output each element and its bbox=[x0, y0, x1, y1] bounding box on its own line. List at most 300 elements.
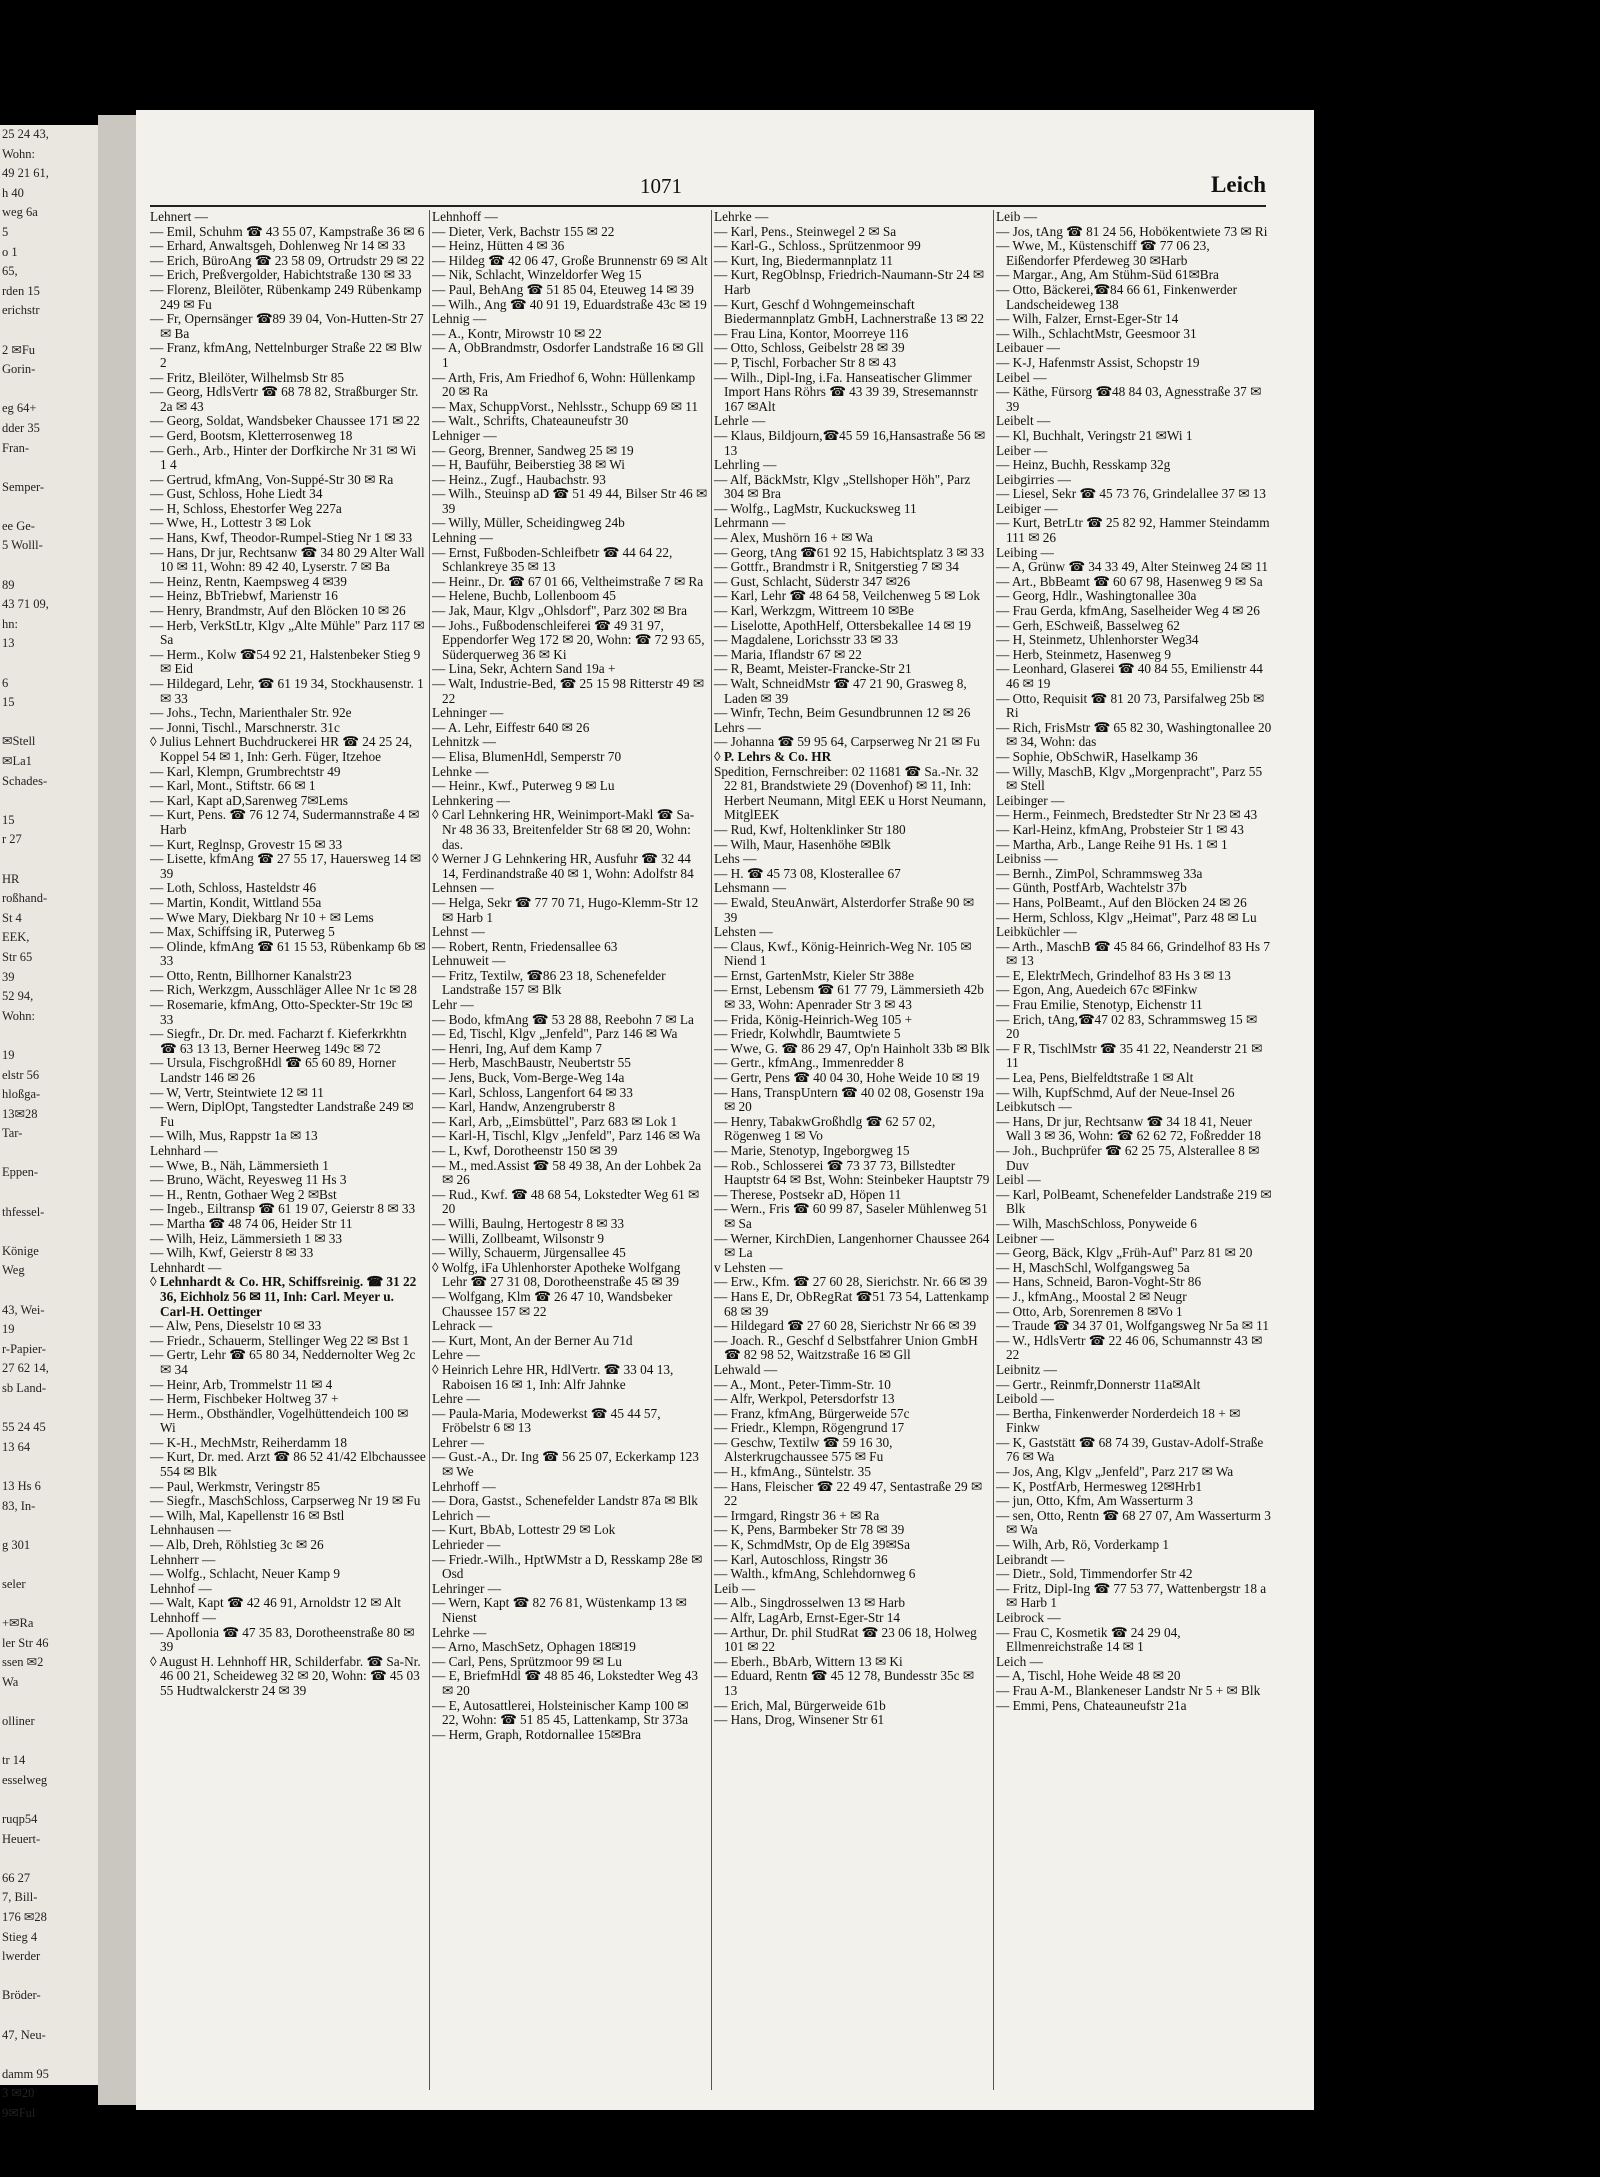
directory-entry: — Lina, Sekr, Achtern Sand 19a + bbox=[432, 661, 616, 677]
directory-entry: — Heinr., Dr. ☎ 67 01 66, Veltheimstraße 7 ✉ Ra bbox=[432, 573, 704, 589]
column-2 bbox=[432, 210, 708, 2090]
facing-page-text: 39 bbox=[2, 969, 15, 984]
directory-entry: — Willy, Schauerm, Jürgensallee 45 bbox=[432, 1245, 626, 1261]
directory-entry: — Nik, Schlacht, Winzeldorfer Weg 15 bbox=[432, 267, 642, 283]
facing-page-text: 83, In- bbox=[2, 1498, 36, 1513]
directory-entry: — Johs., Fußbodenschleiferei ☎ 49 31 97, Eppendorfer Weg 172 ✉ 20, Wohn: ☎ 72 93 65, Süderquerweg 36 ✉ Ki bbox=[432, 617, 705, 662]
directory-entry: — Dieter, Verk, Bachstr 155 ✉ 22 bbox=[432, 223, 615, 239]
facing-page-text bbox=[0, 1516, 98, 1536]
directory-entry: — Alb., Singdrosselwen 13 ✉ Harb bbox=[714, 1595, 906, 1611]
column-3 bbox=[714, 210, 990, 2090]
facing-page-text: Eppen- bbox=[2, 1165, 39, 1180]
directory-entry: — Rich, FrisMstr ☎ 65 82 30, Washingtonallee 20 ✉ 34, Wohn: das bbox=[996, 719, 1272, 750]
directory-entry: — Herm., Obsthändler, Vogelhüttendeich 100 ✉ Wi bbox=[150, 1405, 409, 1436]
directory-entry: — Ewald, SteuAnwärt, Alsterdorfer Straße 90 ✉ 39 bbox=[714, 894, 975, 925]
directory-entry: — Frida, König-Heinrich-Weg 105 + bbox=[714, 1011, 913, 1027]
directory-entry: — A., Mont., Peter-Timm-Str. 10 bbox=[714, 1376, 891, 1392]
facing-page-text: eg 64+ bbox=[2, 401, 37, 416]
directory-entry: Lehniger — bbox=[432, 427, 497, 443]
directory-entry: Lehre — bbox=[432, 1391, 480, 1407]
directory-entry: — Siegfr., MaschSchloss, Carpserweg Nr 19 ✉ Fu bbox=[150, 1493, 421, 1509]
directory-entry: — Loth, Schloss, Hasteldstr 46 bbox=[150, 880, 317, 896]
directory-entry: — Friedr.-Wilh., HptWMstr a D, Resskamp 28e ✉ Osd bbox=[432, 1551, 703, 1582]
facing-page-text: Wohn: bbox=[2, 1008, 36, 1023]
facing-page-text: o 1 bbox=[2, 244, 18, 259]
directory-entry: — Wilh, KupfSchmd, Auf der Neue-Insel 26 bbox=[996, 1084, 1235, 1100]
directory-entry: — Karl, Lehr ☎ 48 64 58, Veilchenweg 5 ✉ Lok bbox=[714, 588, 981, 604]
directory-entry: — Martha, Arb., Lange Reihe 91 Hs. 1 ✉ 1 bbox=[996, 836, 1228, 852]
directory-entry: ◊ P. Lehrs & Co. HR bbox=[714, 748, 832, 764]
directory-entry: — Joh., Buchprüfer ☎ 62 25 75, Alsterallee 8 ✉ Duv bbox=[996, 1143, 1260, 1173]
facing-page-text: 7, Bill- bbox=[2, 1890, 38, 1905]
directory-entry: — Alw, Pens, Dieselstr 10 ✉ 33 bbox=[150, 1318, 322, 1334]
directory-entry: — Wwe, H., Lottestr 3 ✉ Lok bbox=[150, 515, 312, 531]
directory-entry: — Erhard, Anwaltsgeh, Dohlenweg Nr 14 ✉ 33 bbox=[150, 238, 406, 254]
facing-page-text: ✉La1 bbox=[2, 754, 32, 768]
directory-entry: Leib — bbox=[714, 1580, 755, 1596]
directory-entry: — Wilh, Falzer, Ernst-Eger-Str 14 bbox=[996, 311, 1179, 327]
directory-entry: — Gertrud, kfmAng, Von-Suppé-Str 30 ✉ Ra bbox=[150, 471, 394, 487]
directory-entry: Leibner — bbox=[996, 1230, 1054, 1246]
directory-entry: — Walt, Industrie-Bed, ☎ 25 15 98 Ritterstr 49 ✉ 22 bbox=[432, 676, 704, 706]
facing-page-text: ✉Stell bbox=[2, 734, 36, 749]
facing-page-text: St 4 bbox=[2, 910, 22, 925]
facing-page-text bbox=[0, 1399, 98, 1419]
directory-entry: Lehnsen — bbox=[432, 880, 494, 896]
directory-entry: — Willy, MaschB, Klgv „Morgenpracht", Parz 55 ✉ Stell bbox=[996, 763, 1263, 794]
directory-entry: Lehnhard — bbox=[150, 1143, 218, 1158]
directory-entry: — Karl, Mont., Stiftstr. 66 ✉ 1 bbox=[150, 778, 316, 794]
facing-page-text: 3 ✉20 bbox=[2, 2086, 35, 2101]
directory-entry: — Karl, Klempn, Grumbrechtstr 49 bbox=[150, 763, 341, 779]
directory-entry: — Carl, Pens, Sprützmoor 99 ✉ Lu bbox=[432, 1653, 622, 1669]
directory-entry: — Magdalene, Lorichsstr 33 ✉ 33 bbox=[714, 632, 898, 648]
directory-page bbox=[136, 110, 1314, 2110]
facing-page-text bbox=[0, 2006, 98, 2026]
facing-page-text bbox=[0, 1849, 98, 1869]
directory-entry: — Emil, Schuhm ☎ 43 55 07, Kampstraße 36 ✉ 6 bbox=[150, 223, 425, 239]
column-divider bbox=[429, 210, 430, 2090]
facing-page-text bbox=[0, 1281, 98, 1301]
directory-entry: — Fritz, Dipl-Ing ☎ 77 53 77, Wattenbergstr 18 a ✉ Harb 1 bbox=[996, 1580, 1267, 1611]
directory-entry: Leibel — bbox=[996, 369, 1047, 385]
facing-page-text: Fran- bbox=[2, 440, 30, 455]
directory-entry: — Hans E, Dr, ObRegRat ☎51 73 54, Lattenkamp 68 ✉ 39 bbox=[714, 1288, 989, 1319]
directory-entry: Lehrack — bbox=[432, 1318, 493, 1334]
directory-entry: — F R, TischlMstr ☎ 35 41 22, Neanderstr 21 ✉ 11 bbox=[996, 1040, 1263, 1071]
facing-page-text bbox=[0, 791, 98, 811]
directory-entry: ◊ Heinrich Lehre HR, HdlVertr. ☎ 33 04 13, Raboisen 16 ✉ 1, Inh: Alfr Jahnke bbox=[432, 1361, 674, 1392]
facing-page-text: +✉Ra bbox=[2, 1616, 34, 1631]
directory-entry: — Kurt, Ing, Biedermannplatz 11 bbox=[714, 252, 893, 268]
directory-entry: — Arth., MaschB ☎ 45 84 66, Grindelhof 83 Hs 7 ✉ 13 bbox=[996, 938, 1270, 969]
directory-entry: — Jens, Buck, Vom-Berge-Weg 14a bbox=[432, 1070, 625, 1086]
directory-entry: — Günth, PostfArb, Wachtelstr 37b bbox=[996, 880, 1187, 896]
directory-entry: — Arthur, Dr. phil StudRat ☎ 23 06 18, Holweg 101 ✉ 22 bbox=[714, 1624, 977, 1655]
directory-entry: — Wolfgang, Klm ☎ 26 47 10, Wandsbeker Chaussee 157 ✉ 22 bbox=[432, 1288, 673, 1319]
directory-entry: — Irmgard, Ringstr 36 + ✉ Ra bbox=[714, 1507, 880, 1523]
directory-entry: — Walt., Schrifts, Chateauneufstr 30 bbox=[432, 413, 629, 429]
facing-page-text: hn: bbox=[2, 616, 18, 631]
directory-entry: — Erich, Mal, Bürgerweide 61b bbox=[714, 1697, 886, 1713]
directory-entry: — Georg, HdlsVertr ☎ 68 78 82, Straßburger Str. 2a ✉ 43 bbox=[150, 384, 419, 414]
directory-entry: Lehrieder — bbox=[432, 1537, 501, 1553]
directory-entry: Lehnitzk — bbox=[432, 734, 496, 750]
directory-entry: — Franz, kfmAng, Bürgerweide 57c bbox=[714, 1405, 910, 1421]
facing-page-text: 9✉Ful bbox=[2, 2105, 36, 2120]
facing-page-text: damm 95 bbox=[2, 2066, 49, 2081]
directory-entry: — Erich, BüroAng ☎ 23 58 09, Ortrudstr 29 ✉ 22 bbox=[150, 252, 425, 268]
directory-entry: — E, BriefmHdl ☎ 48 85 46, Lokstedter Weg 43 ✉ 20 bbox=[432, 1668, 699, 1698]
directory-entry: — Kl, Buchhalt, Veringstr 21 ✉Wi 1 bbox=[996, 427, 1193, 443]
directory-entry: — Hans, Kwf, Theodor-Rumpel-Stieg Nr 1 ✉ 33 bbox=[150, 530, 413, 546]
directory-entry: — Gottfr., Brandmstr i R, Snitgerstieg 7 ✉ 34 bbox=[714, 559, 959, 575]
directory-entry: Lehsmann — bbox=[714, 880, 787, 896]
directory-entry: ◊ Carl Lehnkering HR, Weinimport-Makl ☎ Sa-Nr 48 36 33, Breitenfelder Str 68 ✉ 20, Wohn: das. bbox=[432, 807, 695, 852]
directory-entry: — Geschw, Textilw ☎ 59 16 30, Alsterkrugchaussee 575 ✉ Fu bbox=[714, 1434, 893, 1465]
facing-page-text: h 40 bbox=[2, 185, 24, 200]
directory-entry: — Wilh, Kwf, Geierstr 8 ✉ 33 bbox=[150, 1245, 314, 1261]
directory-entry: — Henry, TabakwGroßhdlg ☎ 62 57 02, Rögenweg 1 ✉ Vo bbox=[714, 1113, 936, 1144]
directory-entry: — Kurt, BetrLtr ☎ 25 82 92, Hammer Steindamm 111 ✉ 26 bbox=[996, 515, 1270, 546]
directory-entry: Lehsten — bbox=[714, 924, 773, 940]
directory-entry: Lehrmann — bbox=[714, 515, 786, 531]
directory-entry: — Erw., Kfm. ☎ 27 60 28, Sierichstr. Nr. 66 ✉ 39 bbox=[714, 1274, 988, 1290]
directory-entry: — Heinz, Buchh, Resskamp 32g bbox=[996, 457, 1171, 473]
directory-entry: — Wilh, Maur, Hasenhöhe ✉Blk bbox=[714, 836, 891, 852]
directory-entry: — Johs., Techn, Marienthaler Str. 92e bbox=[150, 705, 352, 721]
directory-entry: — Eberh., BbArb, Wittern 13 ✉ Ki bbox=[714, 1653, 903, 1669]
facing-page-text: 27 62 14, bbox=[2, 1361, 49, 1376]
directory-entry: — Herb, MaschBaustr, Neubertstr 55 bbox=[432, 1055, 631, 1071]
directory-entry: — H, MaschSchl, Wolfgangsweg 5a bbox=[996, 1259, 1190, 1275]
facing-page-text: thfessel- bbox=[2, 1204, 45, 1219]
directory-entry: — Gust.-A., Dr. Ing ☎ 56 25 07, Eckerkamp 123 ✉ We bbox=[432, 1449, 699, 1480]
directory-entry: — Hans, Schneid, Baron-Voght-Str 86 bbox=[996, 1274, 1202, 1290]
directory-entry: — Herm, Schloss, Klgv „Heimat", Parz 48 ✉ Lu bbox=[996, 909, 1257, 925]
directory-entry: — A, ObBrandmstr, Osdorfer Landstraße 16 ✉ Gll 1 bbox=[432, 340, 704, 370]
directory-entry: — Bruno, Wächt, Reyesweg 11 Hs 3 bbox=[150, 1172, 347, 1188]
directory-entry: Leich — bbox=[996, 1653, 1043, 1669]
directory-entry: — Egon, Ang, Auedeich 67c ✉Finkw bbox=[996, 982, 1198, 998]
directory-entry: — Arno, MaschSetz, Ophagen 18✉19 bbox=[432, 1639, 636, 1655]
facing-page-text bbox=[0, 1026, 98, 1046]
facing-page-text: 49 21 61, bbox=[2, 166, 49, 181]
directory-entry: — Herm, Fischbeker Holtweg 37 + bbox=[150, 1391, 339, 1407]
directory-entry: — Gerh, ESchweiß, Basselweg 62 bbox=[996, 617, 1180, 633]
directory-entry: — Claus, Kwf., König-Heinrich-Weg Nr. 105 ✉ Niend 1 bbox=[714, 938, 972, 969]
directory-entry: — Herb, Steinmetz, Hasenweg 9 bbox=[996, 646, 1172, 662]
directory-entry: — Eduard, Rentn ☎ 45 12 78, Bundesstr 35c ✉ 13 bbox=[714, 1668, 975, 1698]
facing-page-text: 13 bbox=[2, 636, 15, 651]
facing-page-text: seler bbox=[2, 1576, 26, 1591]
directory-entry: — K-H., MechMstr, Reiherdamm 18 bbox=[150, 1434, 348, 1450]
facing-page-text: 2 ✉Fu bbox=[2, 342, 36, 357]
directory-entry: — Gertr, Lehr ☎ 65 80 34, Neddernolter Weg 2c ✉ 34 bbox=[150, 1347, 416, 1377]
facing-page-text: g 301 bbox=[2, 1537, 31, 1552]
directory-entry: Lehnhardt — bbox=[150, 1259, 222, 1275]
directory-entry: Leiber — bbox=[996, 442, 1048, 458]
directory-entry: — Kurt, Geschf d Wohngemeinschaft Biedermannplatz GmbH, Lachnerstraße 13 ✉ 22 bbox=[714, 296, 985, 327]
directory-entry: Lehnst — bbox=[432, 924, 485, 940]
facing-page-text: 13✉28 bbox=[2, 1106, 38, 1121]
directory-entry: — J., kfmAng., Moostal 2 ✉ Neugr bbox=[996, 1288, 1187, 1304]
directory-entry: — Hans, Drog, Winsener Str 61 bbox=[714, 1712, 885, 1728]
directory-entry: Leibiger — bbox=[996, 500, 1058, 516]
facing-page-text: ssen ✉2 bbox=[2, 1655, 44, 1670]
directory-entry: — Heinz, BbTriebwf, Marienstr 16 bbox=[150, 588, 338, 604]
facing-page-text bbox=[0, 458, 98, 478]
facing-page-text: Heuert- bbox=[2, 1831, 41, 1846]
directory-entry: — R, Beamt, Meister-Francke-Str 21 bbox=[714, 661, 912, 677]
directory-entry: — W., HdlsVertr ☎ 22 46 06, Schumannstr 43 ✉ 22 bbox=[996, 1332, 1263, 1363]
facing-page-text bbox=[0, 1693, 98, 1713]
directory-entry: Leibgirries — bbox=[996, 471, 1071, 487]
directory-entry: Lehninger — bbox=[432, 705, 504, 721]
directory-entry: — Wilh., SchlachtMstr, Geesmoor 31 bbox=[996, 325, 1197, 341]
directory-entry: — K, Pens, Barmbeker Str 78 ✉ 39 bbox=[714, 1522, 905, 1538]
directory-entry: — Fritz, Textilw, ☎86 23 18, Schenefelder Landstraße 157 ✉ Blk bbox=[432, 967, 666, 998]
directory-entry: Lehnhausen — bbox=[150, 1522, 231, 1538]
facing-page-text: Tar- bbox=[2, 1126, 23, 1141]
directory-entry: — Robert, Rentn, Friedensallee 63 bbox=[432, 938, 618, 954]
directory-entry: — Helga, Sekr ☎ 77 70 71, Hugo-Klemm-Str 12 ✉ Harb 1 bbox=[432, 894, 699, 925]
directory-entry: — Kurt, BbAb, Lottestr 29 ✉ Lok bbox=[432, 1522, 616, 1538]
directory-entry: — Georg, Soldat, Wandsbeker Chaussee 171 ✉ 22 bbox=[150, 413, 420, 429]
directory-entry: — Winfr, Techn, Beim Gesundbrunnen 12 ✉ 26 bbox=[714, 705, 971, 721]
directory-entry: — Gerd, Bootsm, Kletterrosenweg 18 bbox=[150, 427, 353, 443]
directory-entry: — Margar., Ang, Am Stühm-Süd 61✉Bra bbox=[996, 267, 1219, 283]
directory-entry: — K, Gaststätt ☎ 68 74 39, Gustav-Adolf-Straße 76 ✉ Wa bbox=[996, 1434, 1264, 1465]
directory-entry: ◊ Lehnhardt & Co. HR, Schiffsreinig. ☎ 31 22 36, Eichholz 56 ✉ 11, Inh: Carl. Meyer u. Carl-H. Oettinger bbox=[150, 1274, 417, 1319]
directory-entry: — H., Rentn, Gothaer Weg 2 ✉Bst bbox=[150, 1186, 337, 1202]
directory-entry: — Rich, Werkzgm, Ausschläger Allee Nr 1c ✉ 28 bbox=[150, 982, 417, 998]
scan-background bbox=[1314, 0, 1600, 2177]
directory-entry: — Franz, kfmAng, Nettelnburger Straße 22 ✉ Blw 2 bbox=[150, 340, 422, 370]
facing-page-text: 15 bbox=[2, 695, 15, 710]
facing-page-text bbox=[0, 1222, 98, 1242]
directory-entry: — Fr, Opernsänger ☎89 39 04, Von-Hutten-Str 27 ✉ Ba bbox=[150, 311, 424, 341]
directory-entry: — Karl-G., Schloss., Sprützenmoor 99 bbox=[714, 238, 921, 254]
directory-entry: — Jak, Maur, Klgv „Ohlsdorf", Parz 302 ✉ Bra bbox=[432, 603, 687, 619]
directory-entry: — Otto, Bäckerei,☎84 66 61, Finkenwerder Landscheideweg 138 bbox=[996, 281, 1238, 312]
directory-entry: — Joach. R., Geschf d Selbstfahrer Union GmbH ☎ 82 98 52, Waitzstraße 16 ✉ Gll bbox=[714, 1332, 978, 1363]
directory-entry: — Wwe, G. ☎ 86 29 47, Op'n Hainholt 33b ✉ Blk bbox=[714, 1040, 990, 1056]
directory-entry: — Karl, Pens., Steinwegel 2 ✉ Sa bbox=[714, 223, 897, 239]
directory-entry: — Bodo, kfmAng ☎ 53 28 88, Reebohn 7 ✉ La bbox=[432, 1011, 694, 1027]
facing-page-text: 19 bbox=[2, 1322, 15, 1337]
directory-entry: — Heinz, Hütten 4 ✉ 36 bbox=[432, 238, 565, 254]
directory-entry: — Otto, Requisit ☎ 81 20 73, Parsifalweg 25b ✉ Ri bbox=[996, 690, 1265, 721]
facing-page-text: Semper- bbox=[2, 479, 45, 494]
directory-entry: — Willy, Müller, Scheidingweg 24b bbox=[432, 515, 625, 531]
directory-entry: — Wern., Fris ☎ 60 99 87, Saseler Mühlenweg 51 ✉ Sa bbox=[714, 1201, 988, 1231]
facing-page-text: ler Str 46 bbox=[2, 1635, 49, 1650]
facing-page-text: Bröder- bbox=[2, 1988, 41, 2003]
directory-entry: — Gertr., kfmAng., Immenredder 8 bbox=[714, 1055, 904, 1071]
page-number: 1071 bbox=[640, 174, 682, 198]
directory-entry: — P, Tischl, Forbacher Str 8 ✉ 43 bbox=[714, 354, 897, 370]
directory-entry: — A, Grünw ☎ 34 33 49, Alter Steinweg 24 ✉ 11 bbox=[996, 559, 1269, 575]
facing-page-text bbox=[0, 321, 98, 341]
directory-entry: — Dora, Gastst., Schenefelder Landstr 87a ✉ Blk bbox=[432, 1493, 698, 1509]
directory-entry: — Karl, Autoschloss, Ringstr 36 bbox=[714, 1551, 888, 1567]
directory-entry: — Wolfg., Schlacht, Neuer Kamp 9 bbox=[150, 1566, 340, 1582]
directory-entry: — Erich, Preßvergolder, Habichtstraße 130 ✉ 33 bbox=[150, 267, 412, 283]
directory-entry: Lehr — bbox=[432, 997, 474, 1013]
directory-entry: — Johanna ☎ 59 95 64, Carpserweg Nr 21 ✉ Fu bbox=[714, 734, 980, 750]
directory-entry: — Elisa, BlumenHdl, Semperstr 70 bbox=[432, 748, 622, 764]
facing-page-text: 66 27 bbox=[2, 1870, 31, 1885]
directory-entry: — Alb, Dreh, Röhlstieg 3c ✉ 26 bbox=[150, 1537, 324, 1553]
facing-page-text bbox=[0, 713, 98, 733]
directory-entry: — A., Kontr, Mirowstr 10 ✉ 22 bbox=[432, 325, 602, 341]
directory-entry: — Otto, Arb, Sorenremen 8 ✉Vo 1 bbox=[996, 1303, 1183, 1319]
directory-entry: — Ernst, Lebensm ☎ 61 77 79, Lämmersieth 42b ✉ 33, Wohn: Apenrader Str 3 ✉ 43 bbox=[714, 982, 984, 1013]
directory-entry: Leibold — bbox=[996, 1391, 1054, 1407]
facing-page-text: 6 bbox=[2, 675, 9, 690]
directory-entry: — Apollonia ☎ 47 35 83, Dorotheenstraße 80 ✉ 39 bbox=[150, 1624, 415, 1655]
facing-page-text: Wa bbox=[2, 1674, 19, 1689]
directory-entry: — Max, SchuppVorst., Nehlsstr., Schupp 69 ✉ 11 bbox=[432, 398, 699, 414]
directory-entry: — Alfr, LagArb, Ernst-Eger-Str 14 bbox=[714, 1610, 901, 1625]
directory-columns bbox=[150, 209, 1272, 2090]
directory-entry: — A. Lehr, Eiffestr 640 ✉ 26 bbox=[432, 719, 590, 735]
directory-entry: — Friedr, Kolwhdlr, Baumtwiete 5 bbox=[714, 1026, 901, 1042]
facing-page-text bbox=[0, 1144, 98, 1164]
directory-entry: ◊ Wolfg, iFa Uhlenhorster Apotheke Wolfgang Lehr ☎ 27 31 08, Dorotheenstraße 45 ✉ 39 bbox=[432, 1259, 681, 1290]
directory-entry: — Karl, Werkzgm, Wittreem 10 ✉Be bbox=[714, 603, 914, 619]
page-header bbox=[136, 170, 1266, 204]
facing-page-fragment bbox=[0, 125, 98, 2120]
directory-entry: Leibauer — bbox=[996, 340, 1060, 356]
directory-entry: — H., kfmAng., Süntelstr. 35 bbox=[714, 1464, 871, 1480]
directory-entry: — Leonhard, Glaserei ☎ 40 84 55, Emilienstr 44 46 ✉ 19 bbox=[996, 661, 1263, 691]
facing-page-text: esselweg bbox=[2, 1772, 48, 1787]
facing-page-text: Str 65 bbox=[2, 949, 33, 964]
directory-entry: Lehnert — bbox=[150, 209, 208, 224]
directory-entry: — Wilh, Heiz, Lämmersieth 1 ✉ 33 bbox=[150, 1230, 343, 1246]
directory-entry: — Siegfr., Dr. Dr. med. Facharzt f. Kieferkrkhtn ☎ 63 13 13, Berner Heerweg 149c ✉ 72 bbox=[150, 1026, 407, 1056]
directory-entry: — Gertr, Pens ☎ 40 04 30, Hohe Weide 10 ✉ 19 bbox=[714, 1070, 980, 1086]
column-divider bbox=[993, 210, 994, 2090]
directory-entry: — Hildegard, Lehr, ☎ 61 19 34, Stockhausenstr. 1 ✉ 33 bbox=[150, 676, 424, 706]
directory-entry: — Wern, Kapt ☎ 82 76 81, Wüstenkamp 13 ✉ Nienst bbox=[432, 1595, 687, 1625]
directory-entry: — Willi, Zollbeamt, Wilsonstr 9 bbox=[432, 1230, 605, 1246]
directory-entry: ◊ Julius Lehnert Buchdruckerei HR ☎ 24 25 24, Koppel 54 ✉ 1, Inh: Gerh. Füger, Itzehoe bbox=[150, 734, 413, 764]
facing-page-text: EEK, bbox=[2, 930, 30, 945]
directory-entry: — Rosemarie, kfmAng, Otto-Speckter-Str 19c ✉ 33 bbox=[150, 997, 413, 1027]
directory-entry: — Georg, tAng ☎61 92 15, Habichtsplatz 3 ✉ 33 bbox=[714, 544, 985, 560]
directory-entry: Leibinger — bbox=[996, 792, 1065, 808]
directory-entry: — Paul, BehAng ☎ 51 85 04, Eteuweg 14 ✉ 39 bbox=[432, 281, 694, 297]
directory-entry: — Hildegard ☎ 27 60 28, Sierichstr Nr 66 ✉ 39 bbox=[714, 1318, 977, 1334]
directory-entry: — Walt, SchneidMstr ☎ 47 21 90, Grasweg 8, Laden ✉ 39 bbox=[714, 676, 967, 706]
directory-entry: — Karl, PolBeamt, Schenefelder Landstraße 219 ✉ Blk bbox=[996, 1186, 1272, 1217]
facing-page-text: 13 Hs 6 bbox=[2, 1478, 41, 1493]
directory-entry: — Jos, Ang, Klgv „Jenfeld", Parz 217 ✉ Wa bbox=[996, 1464, 1234, 1480]
directory-entry: — Herm, Graph, Rotdornallee 15✉Bra bbox=[432, 1726, 642, 1742]
directory-entry: — Wilh, Arb, Rö, Vorderkamp 1 bbox=[996, 1537, 1170, 1553]
directory-entry: — E, ElektrMech, Grindelhof 83 Hs 3 ✉ 13 bbox=[996, 967, 1231, 983]
directory-entry: — H, Bauführ, Beiberstieg 38 ✉ Wi bbox=[432, 457, 625, 473]
directory-entry: — Käthe, Fürsorg ☎48 84 03, Agnesstraße 37 ✉ 39 bbox=[996, 384, 1262, 414]
facing-page-text: 176 ✉28 bbox=[2, 1910, 47, 1925]
directory-entry: — Wilh., Steuinsp aD ☎ 51 49 44, Bilser Str 46 ✉ 39 bbox=[432, 486, 708, 516]
directory-entry: — Herb, VerkStLtr, Klgv „Alte Mühle" Parz 117 ✉ Sa bbox=[150, 617, 425, 648]
directory-entry: — Gerh., Arb., Hinter der Dorfkirche Nr 31 ✉ Wi 1 4 bbox=[150, 442, 417, 473]
facing-page-text: Schades- bbox=[2, 773, 48, 788]
directory-entry: — Georg, Bäck, Klgv „Früh-Auf" Parz 81 ✉ 20 bbox=[996, 1245, 1253, 1261]
directory-entry: — Alf, BäckMstr, Klgv „Stellshoper Höh", Parz 304 ✉ Bra bbox=[714, 471, 971, 502]
facing-page-text: tr 14 bbox=[2, 1753, 26, 1768]
directory-entry: — Henri, Ing, Auf dem Kamp 7 bbox=[432, 1040, 602, 1056]
directory-entry: — Gertr., Reinmfr,Donnerstr 11a✉Alt bbox=[996, 1376, 1201, 1392]
directory-entry: — W, Vertr, Steintwiete 12 ✉ 11 bbox=[150, 1084, 324, 1100]
directory-entry: Leibl — bbox=[996, 1172, 1041, 1188]
directory-entry: v Lehsten — bbox=[714, 1259, 783, 1275]
facing-page-text: roßhand- bbox=[2, 891, 48, 906]
directory-entry: Lehnkering — bbox=[432, 792, 510, 808]
facing-page-text: elstr 56 bbox=[2, 1067, 40, 1082]
facing-page-text bbox=[0, 556, 98, 576]
directory-entry: ◊ August H. Lehnhoff HR, Schilderfabr. ☎ Sa-Nr. 46 00 21, Scheideweg 32 ✉ 20, Wohn: ☎ 45 03 55 Hudtwalckerstr 24 ✉ 39 bbox=[150, 1653, 421, 1698]
directory-entry: — Frau A-M., Blankeneser Landstr Nr 5 + ✉ Blk bbox=[996, 1682, 1261, 1698]
directory-entry: — Fritz, Bleilöter, Wilhelmsb Str 85 bbox=[150, 369, 345, 385]
facing-page-text bbox=[0, 850, 98, 870]
column-4 bbox=[996, 210, 1272, 2090]
directory-entry: — L, Kwf, Dorotheenstr 150 ✉ 39 bbox=[432, 1143, 618, 1158]
directory-entry: — Bernh., ZimPol, Schrammsweg 33a bbox=[996, 865, 1203, 881]
directory-entry: — Wwe, M., Küstenschiff ☎ 77 06 23, Eißendorfer Pferdeweg 30 ✉Harb bbox=[996, 238, 1210, 268]
directory-entry: — Georg, Hdlr., Washingtonallee 30a bbox=[996, 588, 1197, 604]
facing-page-text: 52 94, bbox=[2, 989, 34, 1004]
facing-page-text: olliner bbox=[2, 1714, 35, 1729]
directory-entry: — Frau Lina, Kontor, Moorreye 116 bbox=[714, 325, 909, 341]
facing-page-text bbox=[0, 1967, 98, 1987]
directory-entry: — Wern, DiplOpt, Tangstedter Landstraße 249 ✉ Fu bbox=[150, 1099, 414, 1129]
directory-entry: Lehwald — bbox=[714, 1361, 778, 1377]
directory-entry: Lehnhoff — bbox=[150, 1610, 216, 1625]
directory-entry: — Arth, Fris, Am Friedhof 6, Wohn: Hüllenkamp 20 ✉ Ra bbox=[432, 369, 696, 400]
directory-entry: — Otto, Schloss, Geibelstr 28 ✉ 39 bbox=[714, 340, 905, 356]
directory-entry: Leibküchler — bbox=[996, 924, 1077, 940]
directory-entry: — Lea, Pens, Bielfeldtstraße 1 ✉ Alt bbox=[996, 1070, 1194, 1086]
directory-entry: — Paul, Werkmstr, Veringstr 85 bbox=[150, 1478, 321, 1494]
facing-page-text: 25 24 43, bbox=[2, 127, 49, 141]
directory-entry: Lehs — bbox=[714, 851, 757, 867]
directory-entry: Lehrs — bbox=[714, 719, 761, 735]
facing-page-text: 47, Neu- bbox=[2, 2027, 46, 2042]
directory-entry: — Ingeb., Eiltransp ☎ 61 19 07, Geierstr 8 ✉ 33 bbox=[150, 1201, 416, 1217]
directory-entry: — Rud., Kwf. ☎ 48 68 54, Lokstedter Weg 61 ✉ 20 bbox=[432, 1186, 700, 1217]
directory-entry: — Maria, Iflandstr 67 ✉ 22 bbox=[714, 646, 862, 662]
directory-entry: — Ernst, Fußboden-Schleifbetr ☎ 44 64 22, Schlankreye 35 ✉ 13 bbox=[432, 544, 673, 575]
directory-entry: — Karl, Kapt aD,Sarenweg 7✉Lems bbox=[150, 792, 348, 808]
directory-entry: — Willi, Baulng, Hertogestr 8 ✉ 33 bbox=[432, 1215, 625, 1231]
directory-entry: Leibing — bbox=[996, 544, 1054, 560]
directory-entry: — Hans, PolBeamt., Auf den Blöcken 24 ✉ 26 bbox=[996, 894, 1247, 910]
directory-entry: — Dietr., Sold, Timmendorfer Str 42 bbox=[996, 1566, 1193, 1582]
directory-entry: — Herm., Feinmech, Bredstedter Str Nr 23 ✉ 43 bbox=[996, 807, 1258, 823]
directory-entry: Lehnhoff — bbox=[432, 209, 498, 224]
directory-entry: — Kurt, Mont, An der Berner Au 71d bbox=[432, 1332, 633, 1348]
directory-entry: Leib — bbox=[996, 209, 1037, 224]
column-1 bbox=[150, 210, 426, 2090]
directory-entry: Lehrhoff — bbox=[432, 1478, 496, 1494]
directory-entry: — Paula-Maria, Modewerkst ☎ 45 44 57, Fröbelstr 6 ✉ 13 bbox=[432, 1405, 661, 1436]
facing-page-text bbox=[0, 497, 98, 517]
